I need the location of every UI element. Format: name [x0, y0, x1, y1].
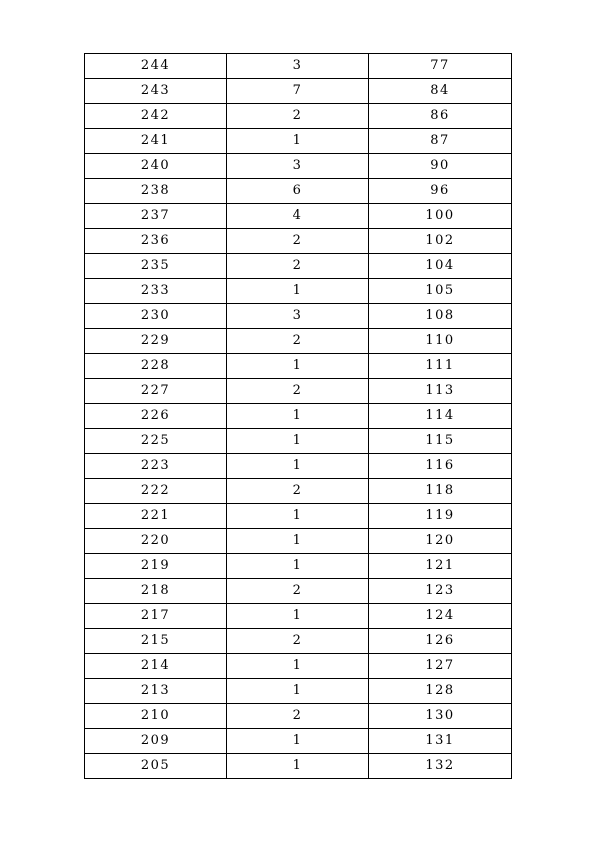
cumulative-cell: 123 — [369, 579, 512, 604]
cumulative-cell: 102 — [369, 229, 512, 254]
table-row — [85, 454, 512, 479]
count-cell: 2 — [227, 104, 369, 129]
score-cell: 209 — [85, 729, 227, 754]
cumulative-cell: 96 — [369, 179, 512, 204]
score-cell: 205 — [85, 754, 227, 779]
table-row — [85, 179, 512, 204]
cumulative-cell: 119 — [369, 504, 512, 529]
cumulative-cell: 114 — [369, 404, 512, 429]
cumulative-cell: 121 — [369, 554, 512, 579]
cumulative-cell: 130 — [369, 704, 512, 729]
table-row — [85, 579, 512, 604]
table-row — [85, 154, 512, 179]
score-cell: 240 — [85, 154, 227, 179]
cumulative-cell: 124 — [369, 604, 512, 629]
cumulative-cell: 87 — [369, 129, 512, 154]
table-row — [85, 329, 512, 354]
table-row — [85, 404, 512, 429]
count-cell: 3 — [227, 54, 369, 79]
table-row — [85, 54, 512, 79]
cumulative-cell: 132 — [369, 754, 512, 779]
score-cell: 243 — [85, 79, 227, 104]
count-cell: 1 — [227, 504, 369, 529]
table-row — [85, 429, 512, 454]
table-row — [85, 204, 512, 229]
score-cell: 210 — [85, 704, 227, 729]
count-cell: 7 — [227, 79, 369, 104]
score-cell: 225 — [85, 429, 227, 454]
data-table — [84, 53, 512, 779]
count-cell: 1 — [227, 129, 369, 154]
count-cell: 2 — [227, 254, 369, 279]
table-row — [85, 304, 512, 329]
score-cell: 241 — [85, 129, 227, 154]
table-row — [85, 129, 512, 154]
count-cell: 3 — [227, 154, 369, 179]
table-row — [85, 254, 512, 279]
count-cell: 1 — [227, 654, 369, 679]
count-cell: 2 — [227, 704, 369, 729]
cumulative-cell: 90 — [369, 154, 512, 179]
score-cell: 214 — [85, 654, 227, 679]
cumulative-cell: 110 — [369, 329, 512, 354]
score-cell: 242 — [85, 104, 227, 129]
count-cell: 2 — [227, 229, 369, 254]
count-cell: 2 — [227, 479, 369, 504]
score-cell: 230 — [85, 304, 227, 329]
count-cell: 3 — [227, 304, 369, 329]
score-cell: 226 — [85, 404, 227, 429]
score-cell: 220 — [85, 529, 227, 554]
score-cell: 219 — [85, 554, 227, 579]
cumulative-cell: 131 — [369, 729, 512, 754]
table-row — [85, 554, 512, 579]
cumulative-cell: 113 — [369, 379, 512, 404]
table-row — [85, 679, 512, 704]
cumulative-cell: 100 — [369, 204, 512, 229]
count-cell: 4 — [227, 204, 369, 229]
count-cell: 1 — [227, 279, 369, 304]
score-cell: 213 — [85, 679, 227, 704]
score-cell: 236 — [85, 229, 227, 254]
count-cell: 1 — [227, 354, 369, 379]
score-cell: 217 — [85, 604, 227, 629]
score-cell: 244 — [85, 54, 227, 79]
cumulative-cell: 111 — [369, 354, 512, 379]
count-cell: 2 — [227, 329, 369, 354]
count-cell: 1 — [227, 454, 369, 479]
count-cell: 1 — [227, 404, 369, 429]
cumulative-cell: 126 — [369, 629, 512, 654]
cumulative-cell: 120 — [369, 529, 512, 554]
count-cell: 1 — [227, 604, 369, 629]
cumulative-cell: 116 — [369, 454, 512, 479]
score-cell: 218 — [85, 579, 227, 604]
cumulative-cell: 86 — [369, 104, 512, 129]
table-row — [85, 479, 512, 504]
count-cell: 2 — [227, 379, 369, 404]
count-cell: 1 — [227, 529, 369, 554]
table-row — [85, 79, 512, 104]
cumulative-cell: 127 — [369, 654, 512, 679]
cumulative-cell: 77 — [369, 54, 512, 79]
score-cell: 222 — [85, 479, 227, 504]
table-row — [85, 754, 512, 779]
table-row — [85, 654, 512, 679]
table-row — [85, 279, 512, 304]
count-cell: 6 — [227, 179, 369, 204]
table-row — [85, 629, 512, 654]
cumulative-cell: 105 — [369, 279, 512, 304]
table-row — [85, 379, 512, 404]
cumulative-cell: 108 — [369, 304, 512, 329]
score-cell: 229 — [85, 329, 227, 354]
table-row — [85, 229, 512, 254]
table-row — [85, 529, 512, 554]
count-cell: 1 — [227, 679, 369, 704]
score-cell: 238 — [85, 179, 227, 204]
count-cell: 1 — [227, 754, 369, 779]
score-cell: 235 — [85, 254, 227, 279]
score-cell: 237 — [85, 204, 227, 229]
count-cell: 1 — [227, 554, 369, 579]
count-cell: 1 — [227, 729, 369, 754]
table-body — [85, 54, 512, 779]
score-cell: 227 — [85, 379, 227, 404]
table-row — [85, 604, 512, 629]
table-row — [85, 729, 512, 754]
score-cell: 233 — [85, 279, 227, 304]
cumulative-cell: 104 — [369, 254, 512, 279]
cumulative-cell: 115 — [369, 429, 512, 454]
table-row — [85, 354, 512, 379]
table-row — [85, 504, 512, 529]
cumulative-cell: 128 — [369, 679, 512, 704]
table-row — [85, 704, 512, 729]
score-cell: 215 — [85, 629, 227, 654]
score-cell: 223 — [85, 454, 227, 479]
table-row — [85, 104, 512, 129]
count-cell: 1 — [227, 429, 369, 454]
score-cell: 221 — [85, 504, 227, 529]
count-cell: 2 — [227, 579, 369, 604]
cumulative-cell: 84 — [369, 79, 512, 104]
cumulative-cell: 118 — [369, 479, 512, 504]
count-cell: 2 — [227, 629, 369, 654]
score-cell: 228 — [85, 354, 227, 379]
